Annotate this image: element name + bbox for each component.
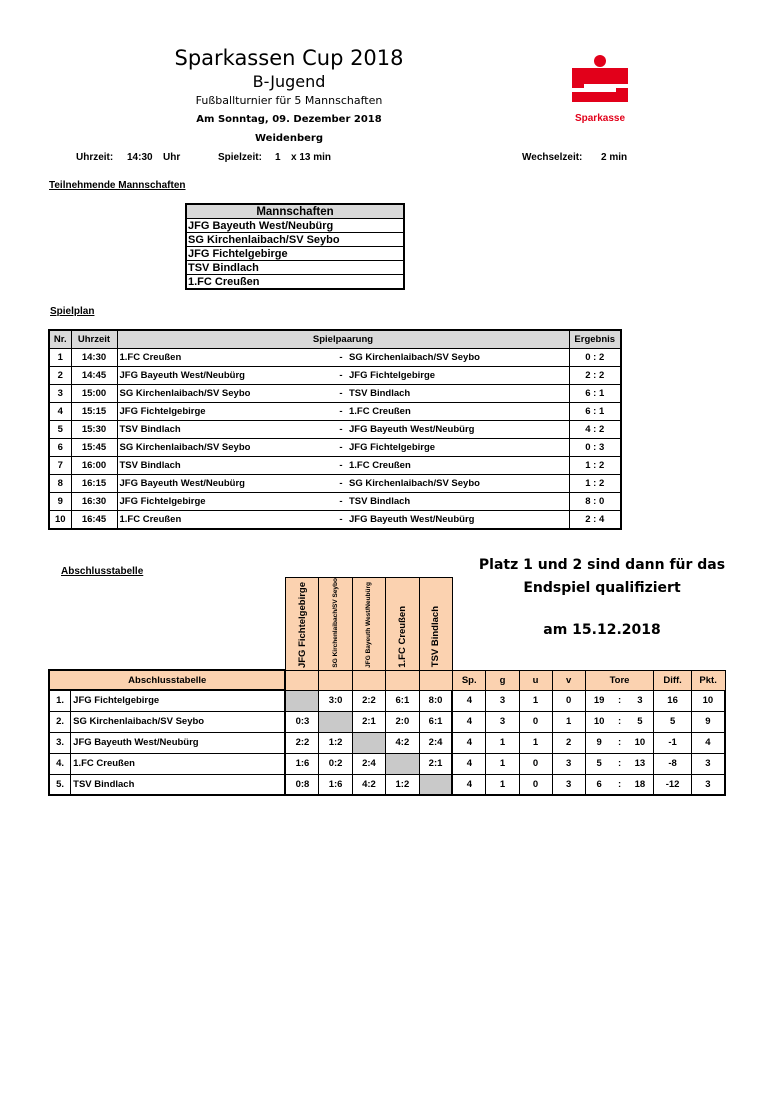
rank: 2. (49, 711, 71, 732)
goal-diff: -12 (654, 774, 691, 795)
col-tore: Tore (585, 670, 654, 690)
rank: 4. (49, 753, 71, 774)
schedule-row (49, 367, 621, 385)
goals-sep: : (613, 711, 627, 732)
goal-diff: -1 (654, 732, 691, 753)
stat-u: 0 (519, 753, 552, 774)
schedule-row (49, 403, 621, 421)
game-nr: 8 (49, 475, 71, 493)
goals-against: 5 (626, 711, 653, 732)
result-cell: 0:8 (285, 774, 318, 795)
schedule-row (49, 385, 621, 403)
game-result: 4 : 2 (569, 421, 621, 439)
team-name: 1.FC Creußen (71, 753, 286, 774)
result-cell (352, 732, 385, 753)
game-result: 6 : 1 (569, 385, 621, 403)
goals-for: 19 (585, 690, 612, 711)
game-sep: - (335, 493, 347, 511)
col-pkt: Pkt. (691, 670, 725, 690)
game-nr: 9 (49, 493, 71, 511)
sparkasse-s-icon (566, 52, 634, 112)
time-unit: Uhr (163, 152, 181, 163)
game-home: 1.FC Creußen (117, 511, 335, 530)
stat-v: 3 (552, 774, 585, 795)
game-away: TSV Bindlach (347, 493, 569, 511)
game-nr: 10 (49, 511, 71, 530)
page-title: Sparkassen Cup 2018 (174, 46, 404, 70)
standings-row (49, 774, 725, 795)
standings-row (49, 690, 725, 711)
stat-u: 0 (519, 774, 552, 795)
game-time: 14:45 (71, 367, 117, 385)
result-cell: 2:4 (352, 753, 385, 774)
standings-table (48, 577, 726, 796)
playtime-value: 1 (275, 152, 281, 163)
result-cell (285, 690, 318, 711)
game-sep: - (335, 403, 347, 421)
game-home: 1.FC Creußen (117, 349, 335, 367)
game-away: SG Kirchenlaibach/SV Seybo (347, 475, 569, 493)
qualify-line1: Platz 1 und 2 sind dann für das (478, 557, 726, 573)
rank: 3. (49, 732, 71, 753)
game-time: 16:30 (71, 493, 117, 511)
stat-sp: 4 (452, 774, 485, 795)
goal-diff: 5 (654, 711, 691, 732)
stat-u: 1 (519, 690, 552, 711)
game-away: SG Kirchenlaibach/SV Seybo (347, 349, 569, 367)
game-home: JFG Bayeuth West/Neubürg (117, 367, 335, 385)
game-nr: 7 (49, 457, 71, 475)
result-cell: 2:0 (386, 711, 419, 732)
game-time: 15:00 (71, 385, 117, 403)
stat-v: 3 (552, 753, 585, 774)
game-sep: - (335, 511, 347, 530)
col-team-4: 1.FC Creußen (386, 578, 419, 671)
standings-heading: Abschlusstabelle (61, 566, 144, 577)
stat-sp: 4 (452, 753, 485, 774)
stat-g: 3 (486, 690, 519, 711)
game-result: 0 : 3 (569, 439, 621, 457)
col-nr: Nr. (49, 330, 71, 349)
game-home: TSV Bindlach (117, 421, 335, 439)
goals-against: 18 (626, 774, 653, 795)
result-cell: 0:2 (319, 753, 352, 774)
tournament-date: Am Sonntag, 09. Dezember 2018 (196, 114, 382, 125)
game-result: 1 : 2 (569, 475, 621, 493)
game-sep: - (335, 349, 347, 367)
game-time: 14:30 (71, 349, 117, 367)
teams-table (185, 203, 405, 290)
teams-heading: Teilnehmende Mannschaften (49, 180, 186, 191)
game-time: 15:15 (71, 403, 117, 421)
stat-u: 0 (519, 711, 552, 732)
game-result: 0 : 2 (569, 349, 621, 367)
schedule-row (49, 349, 621, 367)
team-name: TSV Bindlach (71, 774, 286, 795)
game-result: 8 : 0 (569, 493, 621, 511)
final-date: am 15.12.2018 (543, 622, 661, 638)
stat-g: 1 (486, 732, 519, 753)
rank: 1. (49, 690, 71, 711)
game-home: TSV Bindlach (117, 457, 335, 475)
stat-g: 1 (486, 774, 519, 795)
stat-sp: 4 (452, 732, 485, 753)
stat-g: 1 (486, 753, 519, 774)
game-home: SG Kirchenlaibach/SV Seybo (117, 439, 335, 457)
stat-sp: 4 (452, 690, 485, 711)
game-home: JFG Fichtelgebirge (117, 403, 335, 421)
game-time: 16:45 (71, 511, 117, 530)
result-cell: 6:1 (386, 690, 419, 711)
game-nr: 5 (49, 421, 71, 439)
standings-row (49, 711, 725, 732)
result-cell: 2:2 (285, 732, 318, 753)
game-sep: - (335, 475, 347, 493)
stat-v: 1 (552, 711, 585, 732)
standings-row (49, 753, 725, 774)
team-row: JFG Bayeuth West/Neubürg (186, 219, 404, 233)
col-u: u (519, 670, 552, 690)
points: 4 (691, 732, 725, 753)
result-cell: 4:2 (352, 774, 385, 795)
game-time: 16:15 (71, 475, 117, 493)
teams-column-header: Mannschaften (186, 204, 404, 219)
standings-team-header: Abschlusstabelle (49, 670, 285, 690)
playtime-unit: x 13 min (291, 152, 332, 163)
result-cell (386, 753, 419, 774)
result-cell: 1:6 (285, 753, 318, 774)
time-label: Uhrzeit: (76, 152, 114, 163)
goals-against: 13 (626, 753, 653, 774)
team-name: JFG Fichtelgebirge (71, 690, 286, 711)
team-name: SG Kirchenlaibach/SV Seybo (71, 711, 286, 732)
goals-sep: : (613, 774, 627, 795)
schedule-row (49, 493, 621, 511)
stat-sp: 4 (452, 711, 485, 732)
schedule-row (49, 439, 621, 457)
playtime-label: Spielzeit: (218, 152, 262, 163)
game-away: JFG Bayeuth West/Neubürg (347, 421, 569, 439)
col-diff: Diff. (654, 670, 691, 690)
col-team-1: JFG Fichtelgebirge (285, 578, 318, 671)
game-time: 16:00 (71, 457, 117, 475)
result-cell (419, 774, 452, 795)
tournament-description: Fußballturnier für 5 Mannschaften (195, 94, 383, 107)
game-nr: 1 (49, 349, 71, 367)
result-cell: 0:3 (285, 711, 318, 732)
result-cell: 2:1 (352, 711, 385, 732)
result-cell: 8:0 (419, 690, 452, 711)
stat-u: 1 (519, 732, 552, 753)
game-away: JFG Fichtelgebirge (347, 367, 569, 385)
result-cell: 4:2 (386, 732, 419, 753)
col-g: g (486, 670, 519, 690)
goals-for: 6 (585, 774, 612, 795)
game-away: JFG Bayeuth West/Neubürg (347, 511, 569, 530)
goals-against: 3 (626, 690, 653, 711)
game-nr: 2 (49, 367, 71, 385)
rank: 5. (49, 774, 71, 795)
game-away: 1.FC Creußen (347, 457, 569, 475)
schedule-row (49, 475, 621, 493)
standings-row (49, 732, 725, 753)
col-team-5: TSV Bindlach (419, 578, 452, 671)
goals-sep: : (613, 732, 627, 753)
game-sep: - (335, 439, 347, 457)
game-result: 2 : 2 (569, 367, 621, 385)
stat-v: 2 (552, 732, 585, 753)
change-label: Wechselzeit: (522, 152, 583, 163)
col-pairing: Spielpaarung (117, 330, 569, 349)
game-sep: - (335, 385, 347, 403)
game-sep: - (335, 367, 347, 385)
goals-sep: : (613, 690, 627, 711)
goals-against: 10 (626, 732, 653, 753)
result-cell: 2:4 (419, 732, 452, 753)
col-result: Ergebnis (569, 330, 621, 349)
col-team-3: JFG Bayeuth West/Neubürg (352, 578, 385, 671)
stat-v: 0 (552, 690, 585, 711)
team-row: TSV Bindlach (186, 261, 404, 275)
col-sp: Sp. (452, 670, 485, 690)
result-cell: 3:0 (319, 690, 352, 711)
game-away: TSV Bindlach (347, 385, 569, 403)
tournament-location: Weidenberg (255, 133, 323, 144)
change-value: 2 min (601, 152, 628, 163)
game-away: JFG Fichtelgebirge (347, 439, 569, 457)
page-subtitle: B-Jugend (252, 72, 326, 91)
points: 10 (691, 690, 725, 711)
schedule-table (48, 329, 622, 530)
result-cell: 2:1 (419, 753, 452, 774)
goals-sep: : (613, 753, 627, 774)
stat-g: 3 (486, 711, 519, 732)
goals-for: 9 (585, 732, 612, 753)
game-sep: - (335, 421, 347, 439)
col-team-2: SG Kirchenlaibach/SV Seybo (319, 578, 352, 671)
game-away: 1.FC Creußen (347, 403, 569, 421)
logo-text: Sparkasse (574, 113, 626, 124)
result-cell: 6:1 (419, 711, 452, 732)
col-time: Uhrzeit (71, 330, 117, 349)
game-home: JFG Bayeuth West/Neubürg (117, 475, 335, 493)
game-nr: 4 (49, 403, 71, 421)
team-row: JFG Fichtelgebirge (186, 247, 404, 261)
schedule-heading: Spielplan (50, 306, 95, 317)
game-time: 15:45 (71, 439, 117, 457)
result-cell: 1:6 (319, 774, 352, 795)
result-cell: 2:2 (352, 690, 385, 711)
game-result: 1 : 2 (569, 457, 621, 475)
time-value: 14:30 (127, 152, 153, 163)
game-nr: 3 (49, 385, 71, 403)
schedule-row (49, 421, 621, 439)
result-cell (319, 711, 352, 732)
team-row: SG Kirchenlaibach/SV Seybo (186, 233, 404, 247)
points: 3 (691, 774, 725, 795)
schedule-row (49, 457, 621, 475)
game-home: JFG Fichtelgebirge (117, 493, 335, 511)
result-cell: 1:2 (386, 774, 419, 795)
game-time: 15:30 (71, 421, 117, 439)
col-v: v (552, 670, 585, 690)
game-home: SG Kirchenlaibach/SV Seybo (117, 385, 335, 403)
team-name: JFG Bayeuth West/Neubürg (71, 732, 286, 753)
game-result: 6 : 1 (569, 403, 621, 421)
qualify-line2: Endspiel qualifiziert (523, 580, 681, 596)
goals-for: 10 (585, 711, 612, 732)
result-cell: 1:2 (319, 732, 352, 753)
game-nr: 6 (49, 439, 71, 457)
goals-for: 5 (585, 753, 612, 774)
game-sep: - (335, 457, 347, 475)
team-row: 1.FC Creußen (186, 275, 404, 290)
points: 9 (691, 711, 725, 732)
sparkasse-logo (566, 52, 634, 124)
goal-diff: -8 (654, 753, 691, 774)
goal-diff: 16 (654, 690, 691, 711)
points: 3 (691, 753, 725, 774)
game-result: 2 : 4 (569, 511, 621, 530)
schedule-row (49, 511, 621, 530)
